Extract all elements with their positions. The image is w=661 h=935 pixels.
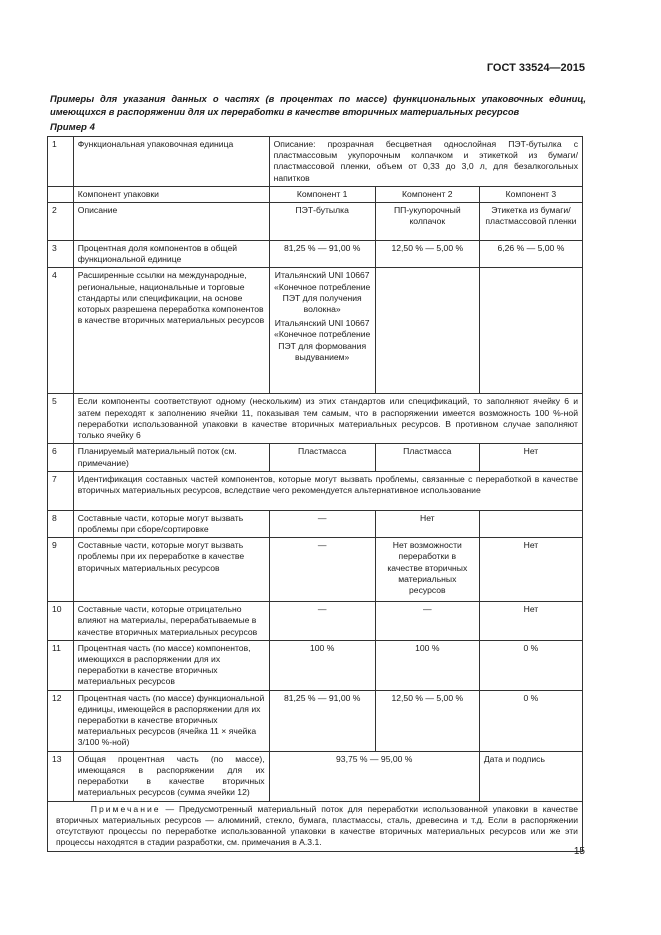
row-number: 9: [48, 538, 74, 602]
row-label: Составные части, которые могут вызвать проблемы при их переработке в качестве вторичных материальных ресурсов: [73, 538, 269, 602]
component-1-value: 81,25 % — 91,00 %: [269, 690, 375, 751]
row-number: 6: [48, 444, 74, 471]
row-label: Общая процентная часть (по массе), имеющаяся в распоряжении для их переработки в качестве вторичных материальных ресурсов (сумма ячейки 12): [73, 751, 269, 801]
row-label: Составные части, которые могут вызвать проблемы при сборе/сортировке: [73, 510, 269, 537]
component-2-value: Нет возможности переработки в качестве вторичных материальных ресурсов: [375, 538, 479, 602]
row-label: Составные части, которые отрицательно влияют на материалы, перерабатываемые в качестве вторичных материальных ресурсов: [73, 602, 269, 641]
note-text: — Предусмотренный материальный поток для переработки использованной упаковки в качестве вторичных материальных ресурсов — алюминий, стекло, бумага, пластмассы, сталь, древесина и т.д. Если в распоряжении отсутствуют процессы по переработке использованной упаковки в качестве вторичных материальных ресурсов или же эти процессы находятся в стадии разработки, см. примечания в А.3.1.: [56, 803, 578, 848]
component-2-value: 100 %: [375, 640, 479, 690]
total-value: 93,75 % — 95,00 %: [269, 751, 479, 801]
component-3-value: Нет: [479, 444, 582, 471]
note-cell: [48, 801, 583, 851]
component-3-value: Нет: [479, 602, 582, 641]
row-label: Планируемый материальный поток (см. примечание): [73, 444, 269, 471]
table-row: [48, 241, 583, 268]
table-row: [48, 538, 583, 602]
row-label: Процентная доля компонентов в общей функциональной единице: [73, 241, 269, 268]
table-row: [48, 137, 583, 187]
row-number: 11: [48, 640, 74, 690]
row-number: 13: [48, 751, 74, 801]
header-component-3: Компонент 3: [479, 186, 582, 202]
component-1-value: 81,25 % — 91,00 %: [269, 241, 375, 268]
row-number: 8: [48, 510, 74, 537]
note-row: [48, 801, 583, 851]
table-row: [48, 444, 583, 471]
table-row: [48, 690, 583, 751]
component-1-value: [269, 268, 375, 394]
row-number: 1: [48, 137, 74, 187]
note-label: Примечание: [90, 803, 161, 814]
example-title: Пример 4: [50, 122, 95, 133]
unit-description: Описание: прозрачная бесцветная однослойная ПЭТ-бутылка с пластмассовым укупорочным колпачком и этикеткой из бумаги/пластмассовой пленки, объем от 0,33 до 3,0 л, для безалкогольных напитков: [269, 137, 582, 187]
table-row: [48, 203, 583, 241]
component-3-value: 0 %: [479, 640, 582, 690]
component-2-value: 12,50 % — 5,00 %: [375, 690, 479, 751]
component-3-value: Нет: [479, 538, 582, 602]
row-label: Процентная часть (по массе) функциональной единицы, имеющейся в распоряжении для их переработки в качестве вторичных материальных ресурсов (ячейка 11 × ячейка 3/100 %-ной): [73, 690, 269, 751]
table-row: [48, 268, 583, 394]
row-number: 4: [48, 268, 74, 394]
component-3-value: Этикетка из бумаги/пластмассовой пленки: [479, 203, 582, 241]
date-signature: Дата и подпись: [479, 751, 582, 801]
component-3-value: [479, 510, 582, 537]
table-header-row: [48, 186, 583, 202]
row-label: Функциональная упаковочная единица: [73, 137, 269, 187]
table-row: [48, 510, 583, 537]
component-3-value: [479, 268, 582, 394]
component-2-value: ПП-укупорочный колпачок: [375, 203, 479, 241]
row-number: 12: [48, 690, 74, 751]
component-3-value: 0 %: [479, 690, 582, 751]
component-1-value: —: [269, 510, 375, 537]
component-2-value: Пластмасса: [375, 444, 479, 471]
row-label: Описание: [73, 203, 269, 241]
table-row: [48, 751, 583, 801]
row-label: Расширенные ссылки на международные, региональные, национальные и торговые стандарты или спецификации, на основе которых разрешена переработка компонентов в качестве вторичных материальных ресурсов: [73, 268, 269, 394]
page-number: 15: [573, 846, 585, 857]
table-row: [48, 394, 583, 444]
header-label: Компонент упаковки: [73, 186, 269, 202]
row-instruction: Идентификация составных частей компонентов, которые могут вызвать проблемы, связанные с переработкой в качестве вторичных материальных ресурсов, вследствие чего рекомендуется альтернативное использование: [73, 471, 582, 510]
component-2-value: —: [375, 602, 479, 641]
row-number: 3: [48, 241, 74, 268]
table-row: [48, 602, 583, 641]
component-1-value: —: [269, 602, 375, 641]
table-row: [48, 640, 583, 690]
row-instruction: Если компоненты соответствуют одному (нескольким) из этих стандартов или спецификаций, то заполняют ячейку 6 и затем переходят к заполнению ячейки 11, показывая тем самым, что в распоряжении имеется возможность 100 %-ной переработки использованной упаковки в качестве вторичных материальных ресурсов. В противном случае заполняют только ячейку 6: [73, 394, 582, 444]
component-1-value: ПЭТ-бутылка: [269, 203, 375, 241]
table-row: [48, 471, 583, 510]
component-2-value: Нет: [375, 510, 479, 537]
row-number: 5: [48, 394, 74, 444]
row-number: 7: [48, 471, 74, 510]
standard-reference-fibre: Итальянский UNI 10667 «Конечное потребление ПЭТ для получения волокна»: [274, 270, 371, 315]
component-1-value: —: [269, 538, 375, 602]
component-2-value: [375, 268, 479, 394]
standard-number: ГОСТ 33524—2015: [486, 62, 585, 74]
component-1-value: 100 %: [269, 640, 375, 690]
component-2-value: 12,50 % — 5,00 %: [375, 241, 479, 268]
row-label: Процентная часть (по массе) компонентов, имеющихся в распоряжении для их переработки в качестве вторичных материальных ресурсов: [73, 640, 269, 690]
header-component-2: Компонент 2: [375, 186, 479, 202]
standard-reference-blow: Итальянский UNI 10667 «Конечное потребление ПЭТ для формования выдуванием»: [274, 318, 371, 362]
row-number: 2: [48, 203, 74, 241]
row-number: 10: [48, 602, 74, 641]
component-1-value: Пластмасса: [269, 444, 375, 471]
intro-paragraph: Примеры для указания данных о частях (в процентах по массе) функциональных упаковочных единиц, имеющихся в распоряжении для их переработки в качестве вторичных материальных ресурсов: [50, 93, 586, 117]
component-3-value: 6,26 % — 5,00 %: [479, 241, 582, 268]
header-component-1: Компонент 1: [269, 186, 375, 202]
packaging-table: [47, 136, 583, 852]
